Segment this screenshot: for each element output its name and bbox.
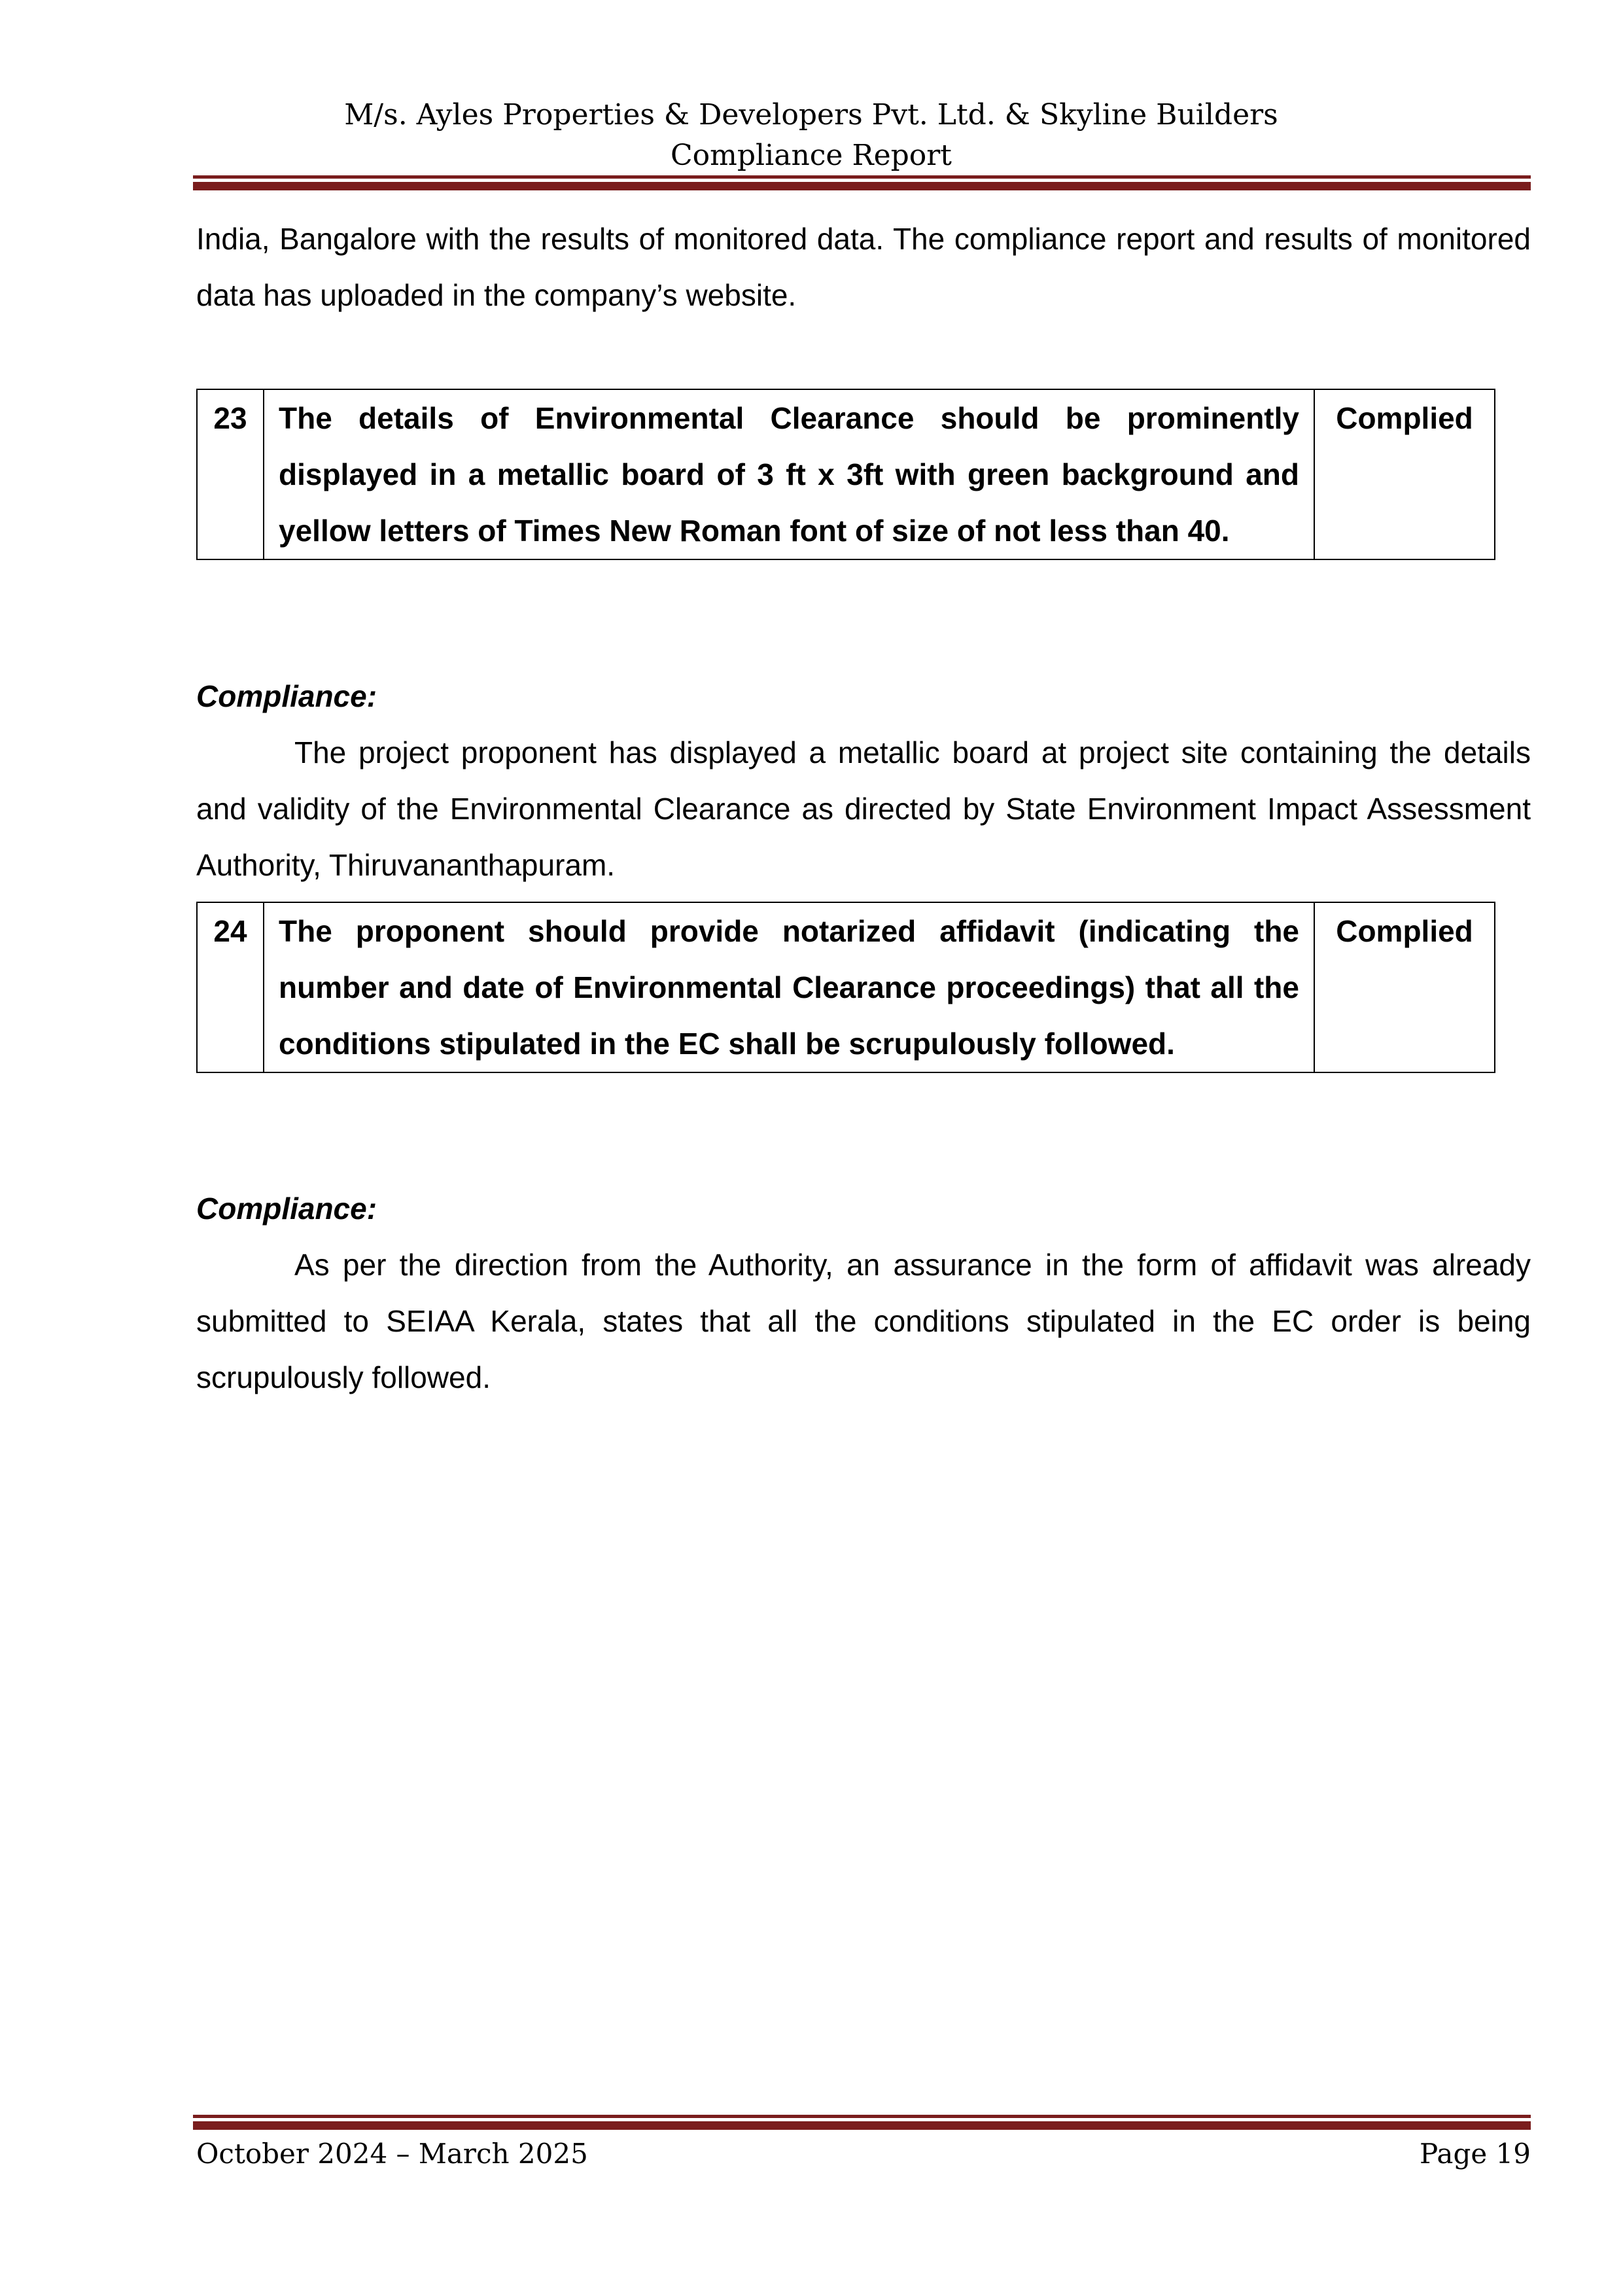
compliance-text-23: The project proponent has displayed a metallic board at project site containing the details and validity of the Environmental Clearance as directed by State Environment Impact Assessment Authority, Thiruvananthapuram. [196,735,1531,882]
table-row [197,902,1495,1072]
condition-number: 24 [197,902,264,1072]
condition-status: Complied [1314,389,1495,559]
condition-status: Complied [1314,902,1495,1072]
intro-paragraph: India, Bangalore with the results of monitored data. The compliance report and results of monitored data has uploaded in the company’s website. [196,222,1531,312]
compliance-heading-23: Compliance: [196,679,377,713]
condition-table-23 [196,389,1495,560]
condition-text: The proponent should provide notarized affidavit (indicating the number and date of Environmental Clearance proceedings) that all the conditions stipulated in the EC shall be scrupulously followed. [264,902,1314,1072]
table-row [197,389,1495,559]
condition-table-24 [196,902,1495,1073]
condition-number: 23 [197,389,264,559]
page-number: Page 19 [1420,2138,1531,2170]
header-report-title: Compliance Report [671,139,952,172]
page-header [193,95,1429,176]
footer-period: October 2024 – March 2025 [196,2138,588,2170]
condition-text: The details of Environmental Clearance should be prominently displayed in a metallic board of 3 ft x 3ft with green background and yellow letters of Times New Roman font of size of not less than 40. [264,389,1314,559]
compliance-text-24: As per the direction from the Authority, an assurance in the form of affidavit was already submitted to SEIAA Kerala, states that all the conditions stipulated in the EC order is being scrupulously followed. [196,1248,1531,1394]
compliance-heading-24: Compliance: [196,1192,377,1226]
header-company: M/s. Ayles Properties & Developers Pvt. Ltd. & Skyline Builders [344,98,1278,132]
header-divider [193,175,1531,190]
footer-divider [193,2115,1531,2130]
